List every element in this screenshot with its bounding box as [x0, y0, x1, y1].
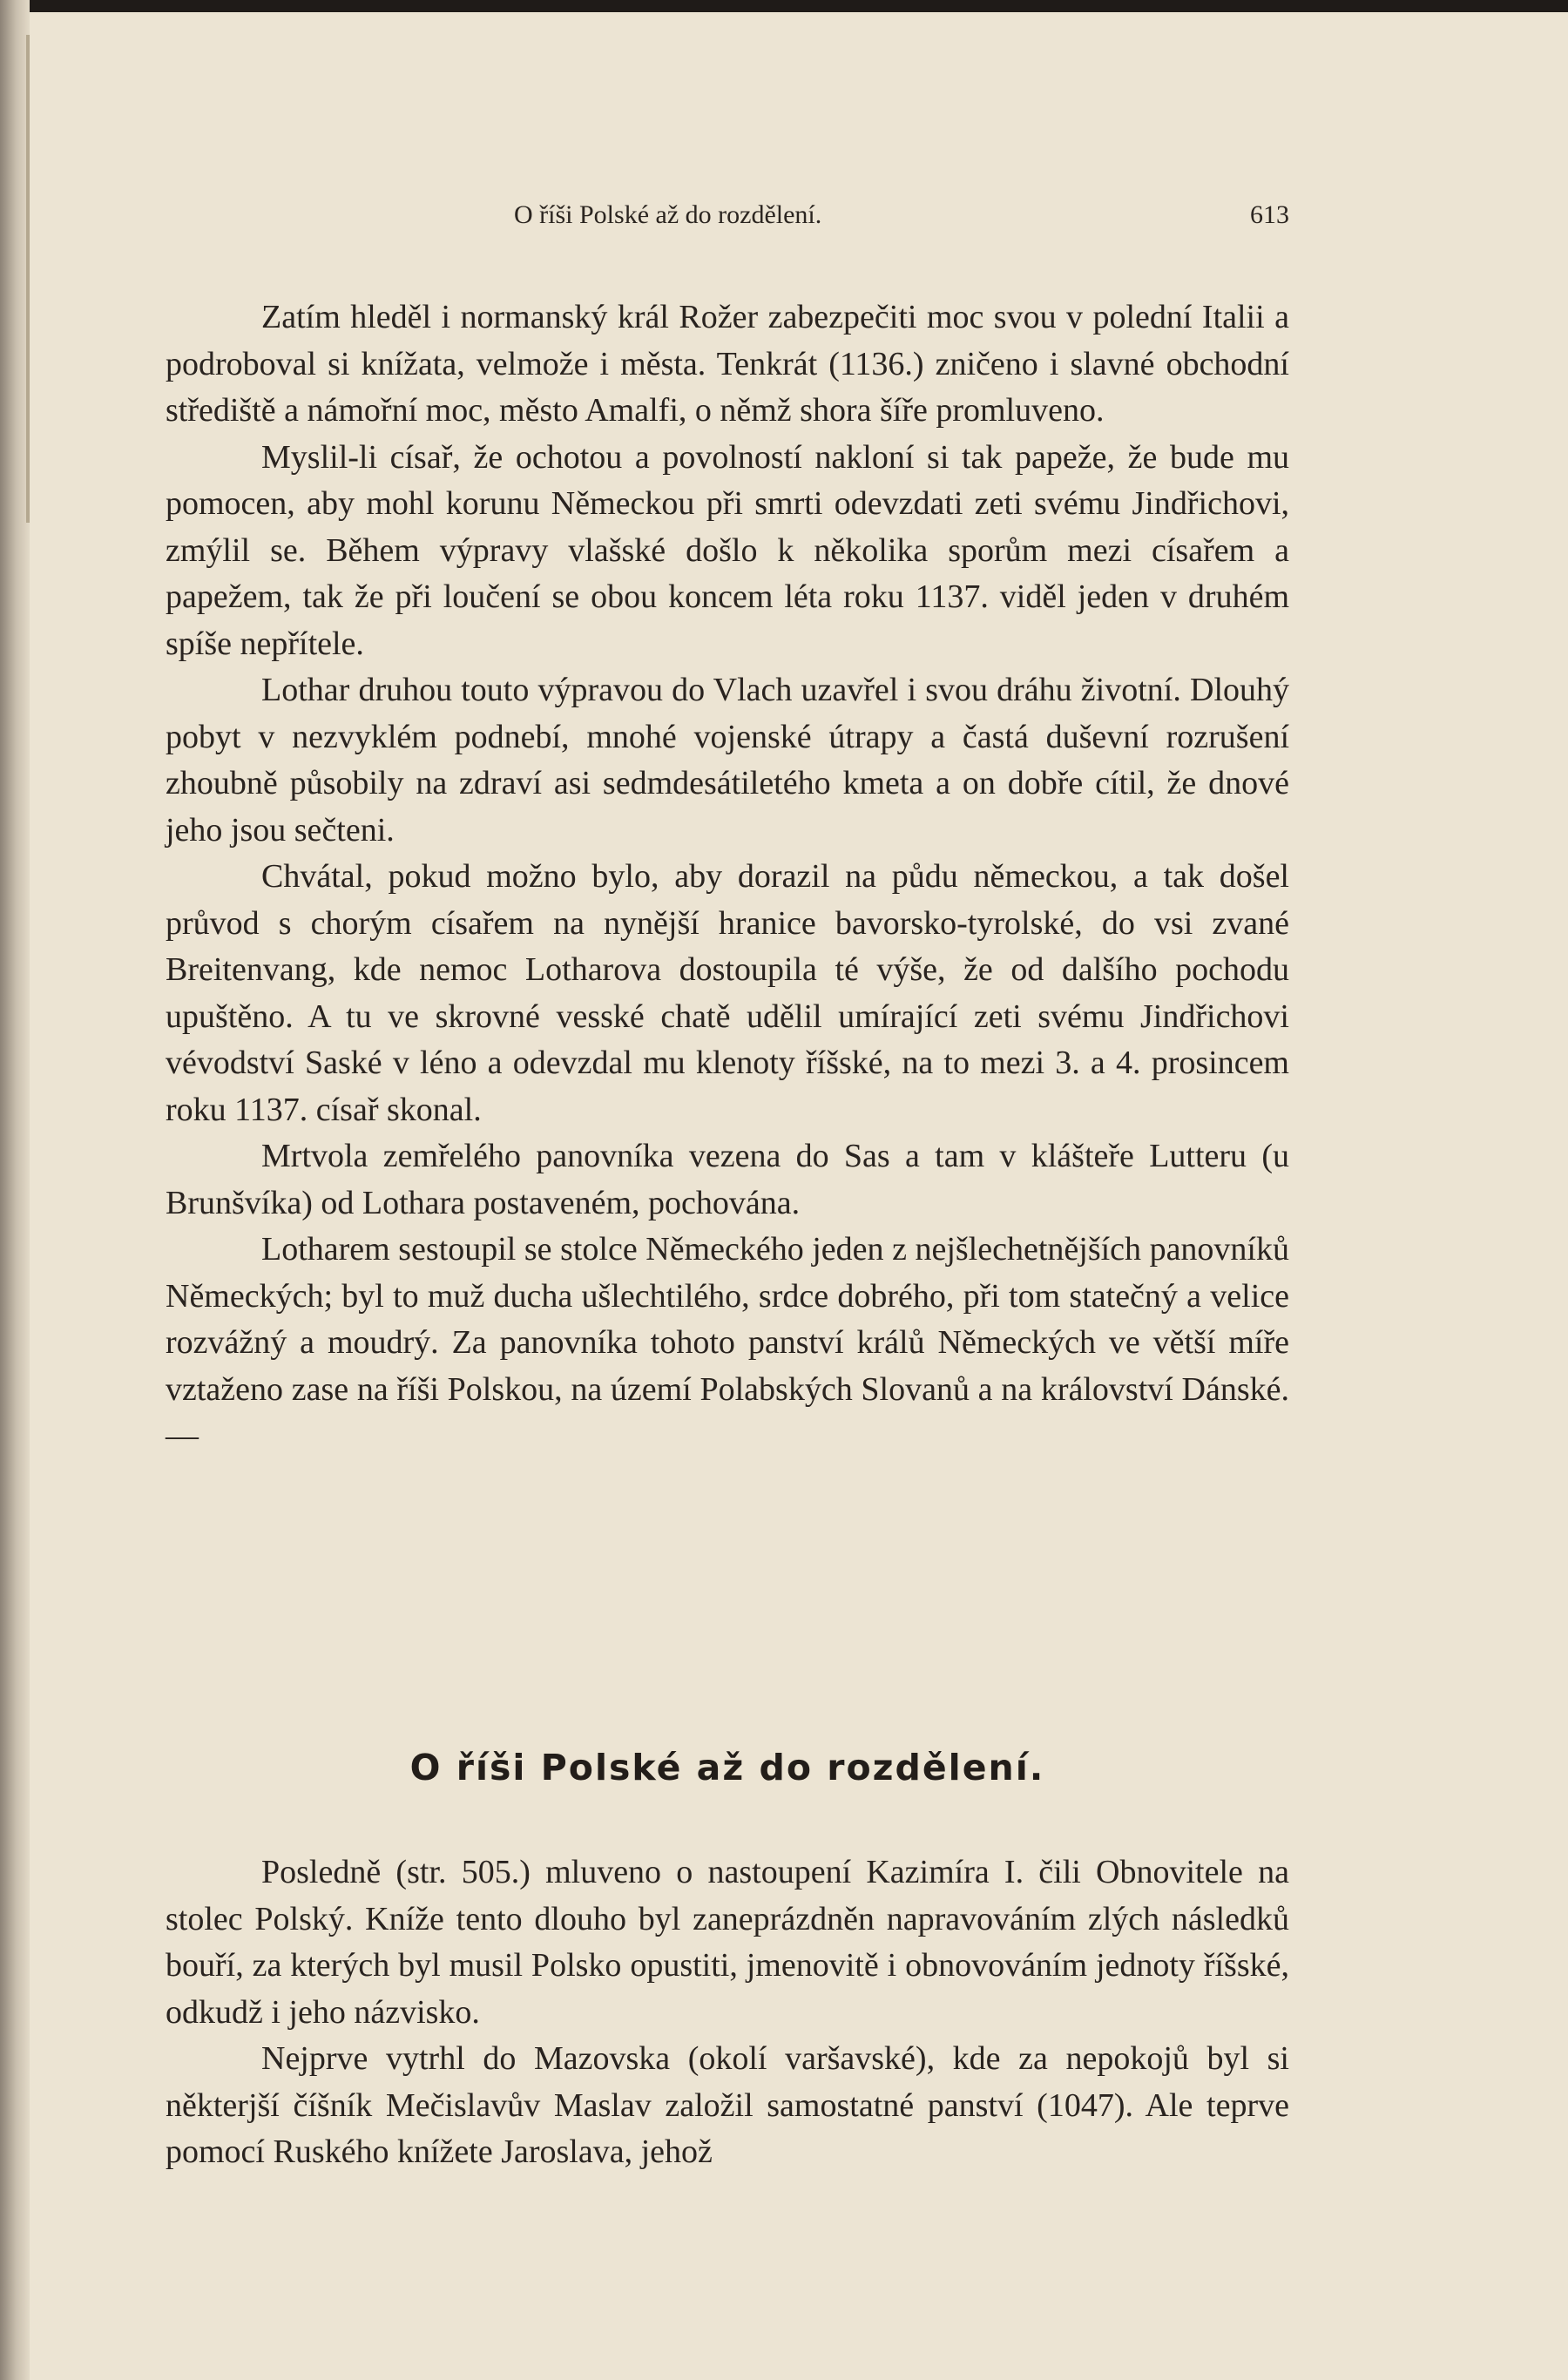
page-edge-mark [26, 35, 30, 523]
paragraph: Nejprve vytrhl do Mazovska (okolí varšavské), kde za nepokojů byl si některjší číšník Mečislavův Maslav založil samostatné panství (1047). Ale teprve pomocí Ruského knížete Jaroslava, jehož [166, 2040, 1289, 2170]
paragraph: Chvátal, pokud možno bylo, aby dorazil na půdu německou, a tak došel průvod s chorým císařem na nynější hranice bavorsko-tyrolské, do vsi zvané Breitenvang, kde nemoc Lotharova dostoupila té výše, že od dalšího pochodu upuštěno. A tu ve skrovné vesské chatě udělil umírající zeti svému Jindřichovi vévodství Saské v léno a odevzdal mu klenoty říšské, na to mezi 3. a 4. prosincem roku 1137. císař skonal. [166, 858, 1289, 1128]
section-heading: O říši Polské až do rozdělení. [409, 1747, 1045, 1788]
paragraph: Posledně (str. 505.) mluveno o nastoupení Kazimíra I. čili Obnovitele na stolec Polský. Kníže tento dlouho byl zaneprázdněn napravováním zlých následků bouří, za kterých byl musil Polsko opustiti, jmenovitě i obnovováním jednoty říšské, odkudž i jeho názvisko. [166, 1854, 1289, 2031]
running-title: O říši Polské až do rozdělení. [514, 200, 822, 229]
lower-text-block [166, 1849, 1289, 2176]
paragraph: Myslil-li císař, že ochotou a povolností nakloní si tak papeže, že bude mu pomocen, aby mohl korunu Německou při smrti odevzdati zeti svému Jindřichovi, zmýlil se. Během výpravy vlašské došlo k několika sporům mezi císařem a papežem, tak že při loučení se obou koncem léta roku 1137. viděl jeden v druhém spíše nepřítele. [166, 438, 1289, 662]
page-number: 613 [1250, 200, 1289, 229]
upper-text-block [166, 294, 1289, 1460]
paragraph: Lothar druhou touto výpravou do Vlach uzavřel i svou dráhu životní. Dlouhý pobyt v nezvyklém podnebí, mnohé vojenské útrapy a častá duševní rozrušení zhoubně působily na zdraví asi sedmdesátiletého kmeta a on dobře cítil, že dnové jeho jsou sečteni. [166, 672, 1289, 849]
scan-top-edge [0, 0, 1568, 12]
paragraph: Lotharem sestoupil se stolce Německého jeden z nejšlechetnějších panovníků Německých; byl to muž ducha ušlechtilého, srdce dobrého, při tom statečný a velice rozvážný a moudrý. Za panovníka tohoto panství králů Německých ve větší míře vztaženo zase na říši Polskou, na území Polabských Slovanů a na království Dánské. — [166, 1231, 1289, 1454]
paragraph: Mrtvola zemřelého panovníka vezena do Sas a tam v klášteře Lutteru (u Brunšvíka) od Lothara postaveném, pochována. [166, 1138, 1289, 1221]
paragraph: Zatím hleděl i normanský král Rožer zabezpečiti moc svou v polední Italii a podroboval si knížata, velmože i města. Tenkrát (1136.) zničeno i slavné obchodní střediště a námořní moc, město Amalfi, o němž shora šíře promluveno. [166, 299, 1289, 429]
page-gutter-shadow [0, 0, 30, 2380]
running-header [166, 200, 1289, 235]
